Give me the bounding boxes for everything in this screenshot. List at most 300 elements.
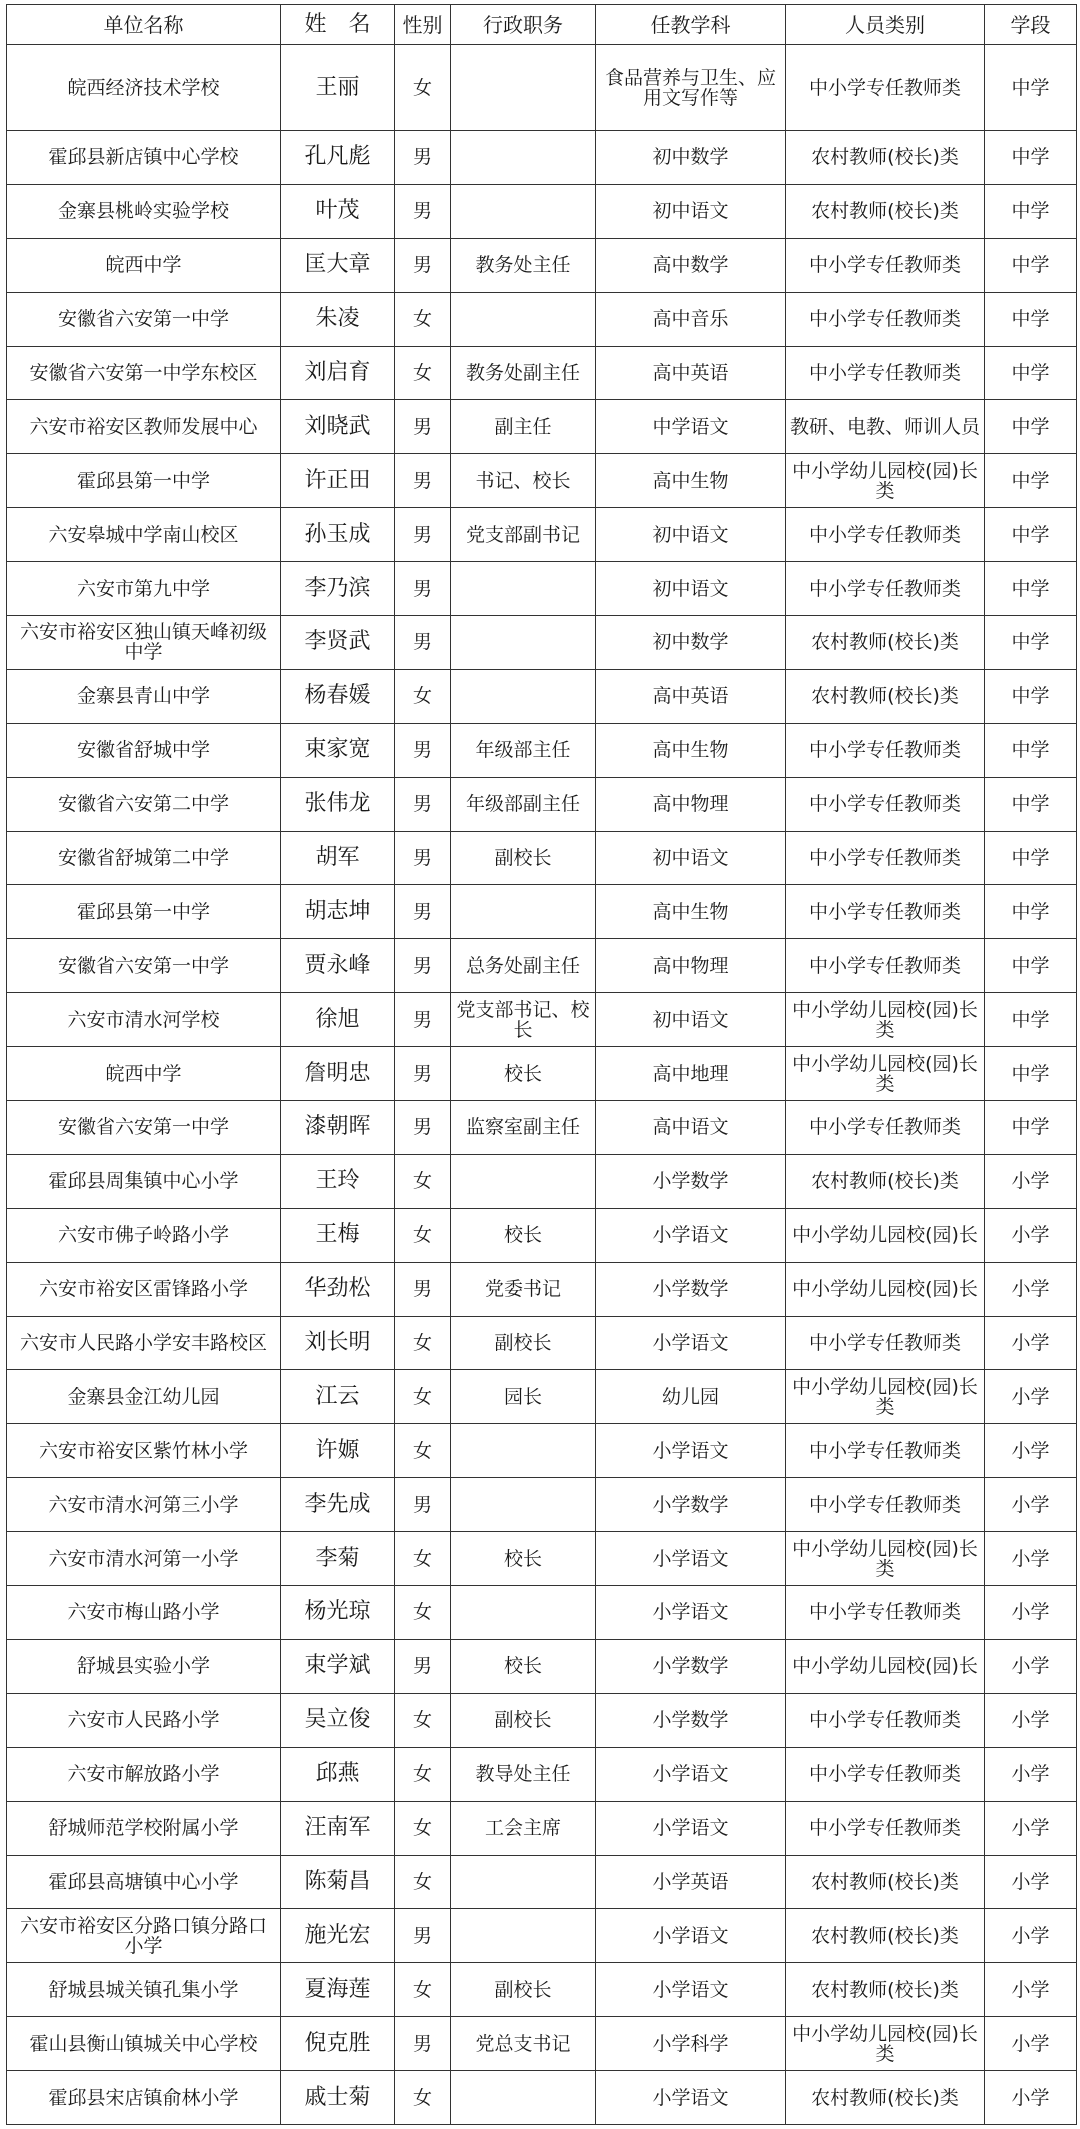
person-name-cell: 王丽 — [281, 45, 395, 131]
table-row — [7, 2071, 1077, 2125]
unit-name-cell: 舒城县城关镇孔集小学 — [7, 1963, 281, 2017]
category-cell: 中小学专任教师类 — [786, 292, 985, 346]
level-cell: 小学 — [985, 1586, 1077, 1640]
subject-cell: 小学语文 — [596, 1424, 786, 1478]
gender-cell: 男 — [395, 131, 451, 185]
category-cell: 中小学幼儿园校(园)长类 — [786, 454, 985, 508]
subject-cell: 小学数学 — [596, 1693, 786, 1747]
category-cell: 中小学幼儿园校(园)长类 — [786, 993, 985, 1047]
table-body — [7, 45, 1077, 2125]
category-cell: 中小学专任教师类 — [786, 1801, 985, 1855]
gender-cell: 男 — [395, 885, 451, 939]
person-name-cell: 张伟龙 — [281, 777, 395, 831]
level-cell: 小学 — [985, 1963, 1077, 2017]
person-name-cell: 匡大章 — [281, 238, 395, 292]
table-row — [7, 669, 1077, 723]
person-name-cell: 杨春媛 — [281, 669, 395, 723]
unit-name-cell: 舒城县实验小学 — [7, 1639, 281, 1693]
position-header: 行政职务 — [451, 5, 596, 45]
position-cell: 监察室副主任 — [451, 1101, 596, 1155]
table-row — [7, 831, 1077, 885]
table-row — [7, 346, 1077, 400]
unit-name-cell: 六安市裕安区雷锋路小学 — [7, 1262, 281, 1316]
unit-name-cell: 六安市清水河第三小学 — [7, 1478, 281, 1532]
table-row — [7, 1909, 1077, 1963]
gender-cell: 男 — [395, 2017, 451, 2071]
gender-cell: 女 — [395, 1208, 451, 1262]
position-cell — [451, 562, 596, 616]
table-row — [7, 1101, 1077, 1155]
gender-cell: 男 — [395, 238, 451, 292]
unit-name-cell: 舒城师范学校附属小学 — [7, 1801, 281, 1855]
position-cell: 校长 — [451, 1532, 596, 1586]
person-name-cell: 贾永峰 — [281, 939, 395, 993]
category-cell: 农村教师(校长)类 — [786, 616, 985, 670]
position-cell: 年级部副主任 — [451, 777, 596, 831]
gender-cell: 男 — [395, 1262, 451, 1316]
position-cell — [451, 2071, 596, 2125]
category-cell: 中小学专任教师类 — [786, 562, 985, 616]
level-cell: 小学 — [985, 1262, 1077, 1316]
table-row — [7, 1370, 1077, 1424]
table-row — [7, 184, 1077, 238]
level-cell: 中学 — [985, 131, 1077, 185]
category-cell: 农村教师(校长)类 — [786, 1963, 985, 2017]
position-cell — [451, 1478, 596, 1532]
position-cell — [451, 669, 596, 723]
unit-name-cell: 六安市裕安区分路口镇分路口小学 — [7, 1909, 281, 1963]
gender-cell: 女 — [395, 2071, 451, 2125]
person-name-cell: 李菊 — [281, 1532, 395, 1586]
category-cell: 中小学幼儿园校(园)长 — [786, 1262, 985, 1316]
position-cell: 总务处副主任 — [451, 939, 596, 993]
category-cell: 中小学专任教师类 — [786, 1478, 985, 1532]
level-cell: 中学 — [985, 939, 1077, 993]
unit-name-cell: 安徽省六安第一中学东校区 — [7, 346, 281, 400]
subject-cell: 高中数学 — [596, 238, 786, 292]
level-cell: 小学 — [985, 1639, 1077, 1693]
level-cell: 中学 — [985, 831, 1077, 885]
subject-cell: 食品营养与卫生、应用文写作等 — [596, 45, 786, 131]
position-cell — [451, 1855, 596, 1909]
subject-cell: 初中语文 — [596, 562, 786, 616]
unit-name-cell: 霍邱县宋店镇俞林小学 — [7, 2071, 281, 2125]
table-row — [7, 400, 1077, 454]
position-cell: 教务处主任 — [451, 238, 596, 292]
unit-name-cell: 六安市裕安区教师发展中心 — [7, 400, 281, 454]
level-cell: 小学 — [985, 1909, 1077, 1963]
unit-name-cell: 安徽省六安第一中学 — [7, 939, 281, 993]
gender-cell: 女 — [395, 1370, 451, 1424]
person-name-cell: 吴立俊 — [281, 1693, 395, 1747]
subject-cell: 高中物理 — [596, 777, 786, 831]
person-name-cell: 叶茂 — [281, 184, 395, 238]
category-cell: 中小学专任教师类 — [786, 831, 985, 885]
table-row — [7, 885, 1077, 939]
gender-cell: 男 — [395, 562, 451, 616]
person-name-cell: 王梅 — [281, 1208, 395, 1262]
position-cell: 副主任 — [451, 400, 596, 454]
gender-cell: 男 — [395, 454, 451, 508]
person-name-cell: 胡军 — [281, 831, 395, 885]
gender-cell: 女 — [395, 346, 451, 400]
person-name-cell: 陈菊昌 — [281, 1855, 395, 1909]
gender-cell: 女 — [395, 1154, 451, 1208]
table-row — [7, 2017, 1077, 2071]
subject-cell: 小学数学 — [596, 1154, 786, 1208]
subject-header: 任教学科 — [596, 5, 786, 45]
position-cell — [451, 184, 596, 238]
position-cell: 校长 — [451, 1047, 596, 1101]
category-cell: 农村教师(校长)类 — [786, 2071, 985, 2125]
level-cell: 中学 — [985, 454, 1077, 508]
level-cell: 中学 — [985, 45, 1077, 131]
gender-cell: 女 — [395, 1855, 451, 1909]
unit-name-cell: 六安市梅山路小学 — [7, 1586, 281, 1640]
person-name-cell: 许嫄 — [281, 1424, 395, 1478]
person-name-cell: 徐旭 — [281, 993, 395, 1047]
table-row — [7, 939, 1077, 993]
gender-header: 性别 — [395, 5, 451, 45]
person-name-cell: 束家宽 — [281, 723, 395, 777]
gender-cell: 女 — [395, 669, 451, 723]
category-cell: 农村教师(校长)类 — [786, 1909, 985, 1963]
level-cell: 小学 — [985, 1747, 1077, 1801]
unit-name-cell: 金寨县桃岭实验学校 — [7, 184, 281, 238]
person-name-cell: 李贤武 — [281, 616, 395, 670]
category-cell: 中小学幼儿园校(园)长类 — [786, 1047, 985, 1101]
position-cell — [451, 131, 596, 185]
subject-cell: 初中语文 — [596, 184, 786, 238]
table-row — [7, 1047, 1077, 1101]
category-cell: 中小学专任教师类 — [786, 777, 985, 831]
category-cell: 中小学专任教师类 — [786, 508, 985, 562]
subject-cell: 初中语文 — [596, 831, 786, 885]
gender-cell: 男 — [395, 777, 451, 831]
position-cell — [451, 1154, 596, 1208]
table-row — [7, 454, 1077, 508]
position-cell — [451, 292, 596, 346]
level-cell: 小学 — [985, 1801, 1077, 1855]
unit-name-header: 单位名称 — [7, 5, 281, 45]
person-name-cell: 杨光琼 — [281, 1586, 395, 1640]
subject-cell: 高中英语 — [596, 669, 786, 723]
subject-cell: 小学语文 — [596, 1532, 786, 1586]
gender-cell: 男 — [395, 508, 451, 562]
level-cell: 中学 — [985, 1101, 1077, 1155]
subject-cell: 中学语文 — [596, 400, 786, 454]
teacher-table — [6, 4, 1077, 2125]
table-row — [7, 1478, 1077, 1532]
table-row — [7, 562, 1077, 616]
person-name-cell: 李先成 — [281, 1478, 395, 1532]
table-row — [7, 1532, 1077, 1586]
person-name-cell: 华劲松 — [281, 1262, 395, 1316]
gender-cell: 女 — [395, 292, 451, 346]
person-name-cell: 孔凡彪 — [281, 131, 395, 185]
subject-cell: 高中生物 — [596, 454, 786, 508]
person-name-cell: 束学斌 — [281, 1639, 395, 1693]
person-name-cell: 刘长明 — [281, 1316, 395, 1370]
unit-name-cell: 六安市佛子岭路小学 — [7, 1208, 281, 1262]
level-cell: 小学 — [985, 1532, 1077, 1586]
category-cell: 农村教师(校长)类 — [786, 184, 985, 238]
position-cell — [451, 885, 596, 939]
gender-cell: 女 — [395, 45, 451, 131]
person-name-cell: 漆朝晖 — [281, 1101, 395, 1155]
unit-name-cell: 六安皋城中学南山校区 — [7, 508, 281, 562]
person-name-cell: 施光宏 — [281, 1909, 395, 1963]
person-name-cell: 朱凌 — [281, 292, 395, 346]
subject-cell: 小学科学 — [596, 2017, 786, 2071]
position-cell — [451, 1909, 596, 1963]
level-cell: 中学 — [985, 238, 1077, 292]
position-cell: 年级部主任 — [451, 723, 596, 777]
subject-cell: 小学语文 — [596, 2071, 786, 2125]
gender-cell: 男 — [395, 1478, 451, 1532]
unit-name-cell: 六安市解放路小学 — [7, 1747, 281, 1801]
table-row — [7, 723, 1077, 777]
gender-cell: 女 — [395, 1532, 451, 1586]
gender-cell: 男 — [395, 1639, 451, 1693]
subject-cell: 小学语文 — [596, 1586, 786, 1640]
level-cell: 小学 — [985, 1370, 1077, 1424]
level-cell: 小学 — [985, 1693, 1077, 1747]
position-cell: 教导处主任 — [451, 1747, 596, 1801]
subject-cell: 高中语文 — [596, 1101, 786, 1155]
unit-name-cell: 霍邱县新店镇中心学校 — [7, 131, 281, 185]
unit-name-cell: 金寨县金江幼儿园 — [7, 1370, 281, 1424]
gender-cell: 男 — [395, 993, 451, 1047]
position-cell: 工会主席 — [451, 1801, 596, 1855]
subject-cell: 小学数学 — [596, 1262, 786, 1316]
category-cell: 中小学幼儿园校(园)长 — [786, 1208, 985, 1262]
level-cell: 中学 — [985, 292, 1077, 346]
table-row — [7, 1963, 1077, 2017]
table-row — [7, 1855, 1077, 1909]
subject-cell: 小学数学 — [596, 1478, 786, 1532]
position-cell: 书记、校长 — [451, 454, 596, 508]
subject-cell: 高中物理 — [596, 939, 786, 993]
gender-cell: 女 — [395, 1693, 451, 1747]
unit-name-cell: 霍邱县第一中学 — [7, 885, 281, 939]
category-header: 人员类别 — [786, 5, 985, 45]
table-row — [7, 1747, 1077, 1801]
category-cell: 中小学专任教师类 — [786, 1424, 985, 1478]
table-row — [7, 1801, 1077, 1855]
person-name-cell: 胡志坤 — [281, 885, 395, 939]
table-row — [7, 1693, 1077, 1747]
position-cell: 教务处副主任 — [451, 346, 596, 400]
gender-cell: 男 — [395, 184, 451, 238]
subject-cell: 小学英语 — [596, 1855, 786, 1909]
gender-cell: 男 — [395, 400, 451, 454]
gender-cell: 女 — [395, 1424, 451, 1478]
table-row — [7, 1154, 1077, 1208]
level-cell: 中学 — [985, 616, 1077, 670]
unit-name-cell: 霍邱县第一中学 — [7, 454, 281, 508]
gender-cell: 女 — [395, 1801, 451, 1855]
subject-cell: 小学语文 — [596, 1909, 786, 1963]
level-cell: 小学 — [985, 2071, 1077, 2125]
category-cell: 中小学专任教师类 — [786, 1586, 985, 1640]
person-name-cell: 汪南军 — [281, 1801, 395, 1855]
category-cell: 中小学专任教师类 — [786, 238, 985, 292]
subject-cell: 初中语文 — [596, 993, 786, 1047]
gender-cell: 女 — [395, 1747, 451, 1801]
table-row — [7, 292, 1077, 346]
subject-cell: 小学数学 — [596, 1639, 786, 1693]
position-cell: 校长 — [451, 1639, 596, 1693]
unit-name-cell: 六安市清水河学校 — [7, 993, 281, 1047]
category-cell: 中小学幼儿园校(园)长类 — [786, 2017, 985, 2071]
person-name-cell: 孙玉成 — [281, 508, 395, 562]
unit-name-cell: 六安市第九中学 — [7, 562, 281, 616]
unit-name-cell: 金寨县青山中学 — [7, 669, 281, 723]
gender-cell: 男 — [395, 1047, 451, 1101]
level-cell: 小学 — [985, 1424, 1077, 1478]
person-name-cell: 詹明忠 — [281, 1047, 395, 1101]
unit-name-cell: 皖西中学 — [7, 1047, 281, 1101]
category-cell: 中小学幼儿园校(园)长类 — [786, 1370, 985, 1424]
subject-cell: 小学语文 — [596, 1801, 786, 1855]
table-row — [7, 45, 1077, 131]
subject-cell: 高中地理 — [596, 1047, 786, 1101]
unit-name-cell: 安徽省六安第一中学 — [7, 292, 281, 346]
person-name-cell: 邱燕 — [281, 1747, 395, 1801]
subject-cell: 高中英语 — [596, 346, 786, 400]
subject-cell: 小学语文 — [596, 1316, 786, 1370]
name-header: 姓 名 — [281, 5, 395, 45]
level-cell: 中学 — [985, 777, 1077, 831]
table-row — [7, 1208, 1077, 1262]
table-row — [7, 1639, 1077, 1693]
category-cell: 教研、电教、师训人员 — [786, 400, 985, 454]
level-cell: 中学 — [985, 346, 1077, 400]
position-cell: 副校长 — [451, 1693, 596, 1747]
position-cell: 党委书记 — [451, 1262, 596, 1316]
unit-name-cell: 安徽省六安第二中学 — [7, 777, 281, 831]
person-name-cell: 江云 — [281, 1370, 395, 1424]
position-cell: 副校长 — [451, 1963, 596, 2017]
table-row — [7, 1262, 1077, 1316]
gender-cell: 男 — [395, 1909, 451, 1963]
category-cell: 中小学专任教师类 — [786, 939, 985, 993]
gender-cell: 男 — [395, 1101, 451, 1155]
unit-name-cell: 霍邱县周集镇中心小学 — [7, 1154, 281, 1208]
unit-name-cell: 皖西经济技术学校 — [7, 45, 281, 131]
level-cell: 小学 — [985, 1154, 1077, 1208]
position-cell: 园长 — [451, 1370, 596, 1424]
unit-name-cell: 六安市清水河第一小学 — [7, 1532, 281, 1586]
subject-cell: 高中生物 — [596, 723, 786, 777]
category-cell: 中小学专任教师类 — [786, 1693, 985, 1747]
person-name-cell: 许正田 — [281, 454, 395, 508]
position-cell — [451, 1424, 596, 1478]
subject-cell: 初中数学 — [596, 616, 786, 670]
category-cell: 农村教师(校长)类 — [786, 1855, 985, 1909]
unit-name-cell: 六安市人民路小学 — [7, 1693, 281, 1747]
unit-name-cell: 六安市裕安区紫竹林小学 — [7, 1424, 281, 1478]
table-row — [7, 238, 1077, 292]
position-cell: 校长 — [451, 1208, 596, 1262]
level-cell: 中学 — [985, 508, 1077, 562]
category-cell: 中小学专任教师类 — [786, 723, 985, 777]
level-cell: 小学 — [985, 1478, 1077, 1532]
level-header: 学段 — [985, 5, 1077, 45]
gender-cell: 男 — [395, 616, 451, 670]
unit-name-cell: 安徽省舒城第二中学 — [7, 831, 281, 885]
category-cell: 中小学专任教师类 — [786, 1101, 985, 1155]
category-cell: 农村教师(校长)类 — [786, 1154, 985, 1208]
subject-cell: 初中数学 — [596, 131, 786, 185]
position-cell: 副校长 — [451, 1316, 596, 1370]
position-cell: 党支部副书记 — [451, 508, 596, 562]
level-cell: 中学 — [985, 723, 1077, 777]
position-cell: 党总支书记 — [451, 2017, 596, 2071]
table-row — [7, 1424, 1077, 1478]
table-row — [7, 993, 1077, 1047]
person-name-cell: 刘晓武 — [281, 400, 395, 454]
unit-name-cell: 皖西中学 — [7, 238, 281, 292]
gender-cell: 女 — [395, 1963, 451, 2017]
category-cell: 中小学幼儿园校(园)长 — [786, 1639, 985, 1693]
person-name-cell: 夏海莲 — [281, 1963, 395, 2017]
level-cell: 中学 — [985, 885, 1077, 939]
category-cell: 农村教师(校长)类 — [786, 669, 985, 723]
unit-name-cell: 安徽省舒城中学 — [7, 723, 281, 777]
header-row — [7, 5, 1077, 45]
unit-name-cell: 六安市人民路小学安丰路校区 — [7, 1316, 281, 1370]
subject-cell: 幼儿园 — [596, 1370, 786, 1424]
category-cell: 中小学专任教师类 — [786, 346, 985, 400]
person-name-cell: 戚士菊 — [281, 2071, 395, 2125]
subject-cell: 小学语文 — [596, 1747, 786, 1801]
person-name-cell: 李乃滨 — [281, 562, 395, 616]
subject-cell: 初中语文 — [596, 508, 786, 562]
category-cell: 中小学专任教师类 — [786, 885, 985, 939]
category-cell: 中小学专任教师类 — [786, 1316, 985, 1370]
unit-name-cell: 六安市裕安区独山镇天峰初级中学 — [7, 616, 281, 670]
gender-cell: 男 — [395, 723, 451, 777]
subject-cell: 高中生物 — [596, 885, 786, 939]
subject-cell: 小学语文 — [596, 1963, 786, 2017]
table-row — [7, 777, 1077, 831]
level-cell: 中学 — [985, 562, 1077, 616]
subject-cell: 高中音乐 — [596, 292, 786, 346]
level-cell: 小学 — [985, 2017, 1077, 2071]
position-cell: 党支部书记、校长 — [451, 993, 596, 1047]
level-cell: 小学 — [985, 1855, 1077, 1909]
table-row — [7, 131, 1077, 185]
subject-cell: 小学语文 — [596, 1208, 786, 1262]
gender-cell: 男 — [395, 939, 451, 993]
table-row — [7, 508, 1077, 562]
table-row — [7, 1316, 1077, 1370]
position-cell: 副校长 — [451, 831, 596, 885]
position-cell — [451, 616, 596, 670]
level-cell: 中学 — [985, 669, 1077, 723]
level-cell: 中学 — [985, 400, 1077, 454]
table-row — [7, 1586, 1077, 1640]
category-cell: 农村教师(校长)类 — [786, 131, 985, 185]
person-name-cell: 王玲 — [281, 1154, 395, 1208]
position-cell — [451, 45, 596, 131]
unit-name-cell: 霍邱县高塘镇中心小学 — [7, 1855, 281, 1909]
category-cell: 中小学幼儿园校(园)长类 — [786, 1532, 985, 1586]
level-cell: 小学 — [985, 1316, 1077, 1370]
person-name-cell: 倪克胜 — [281, 2017, 395, 2071]
